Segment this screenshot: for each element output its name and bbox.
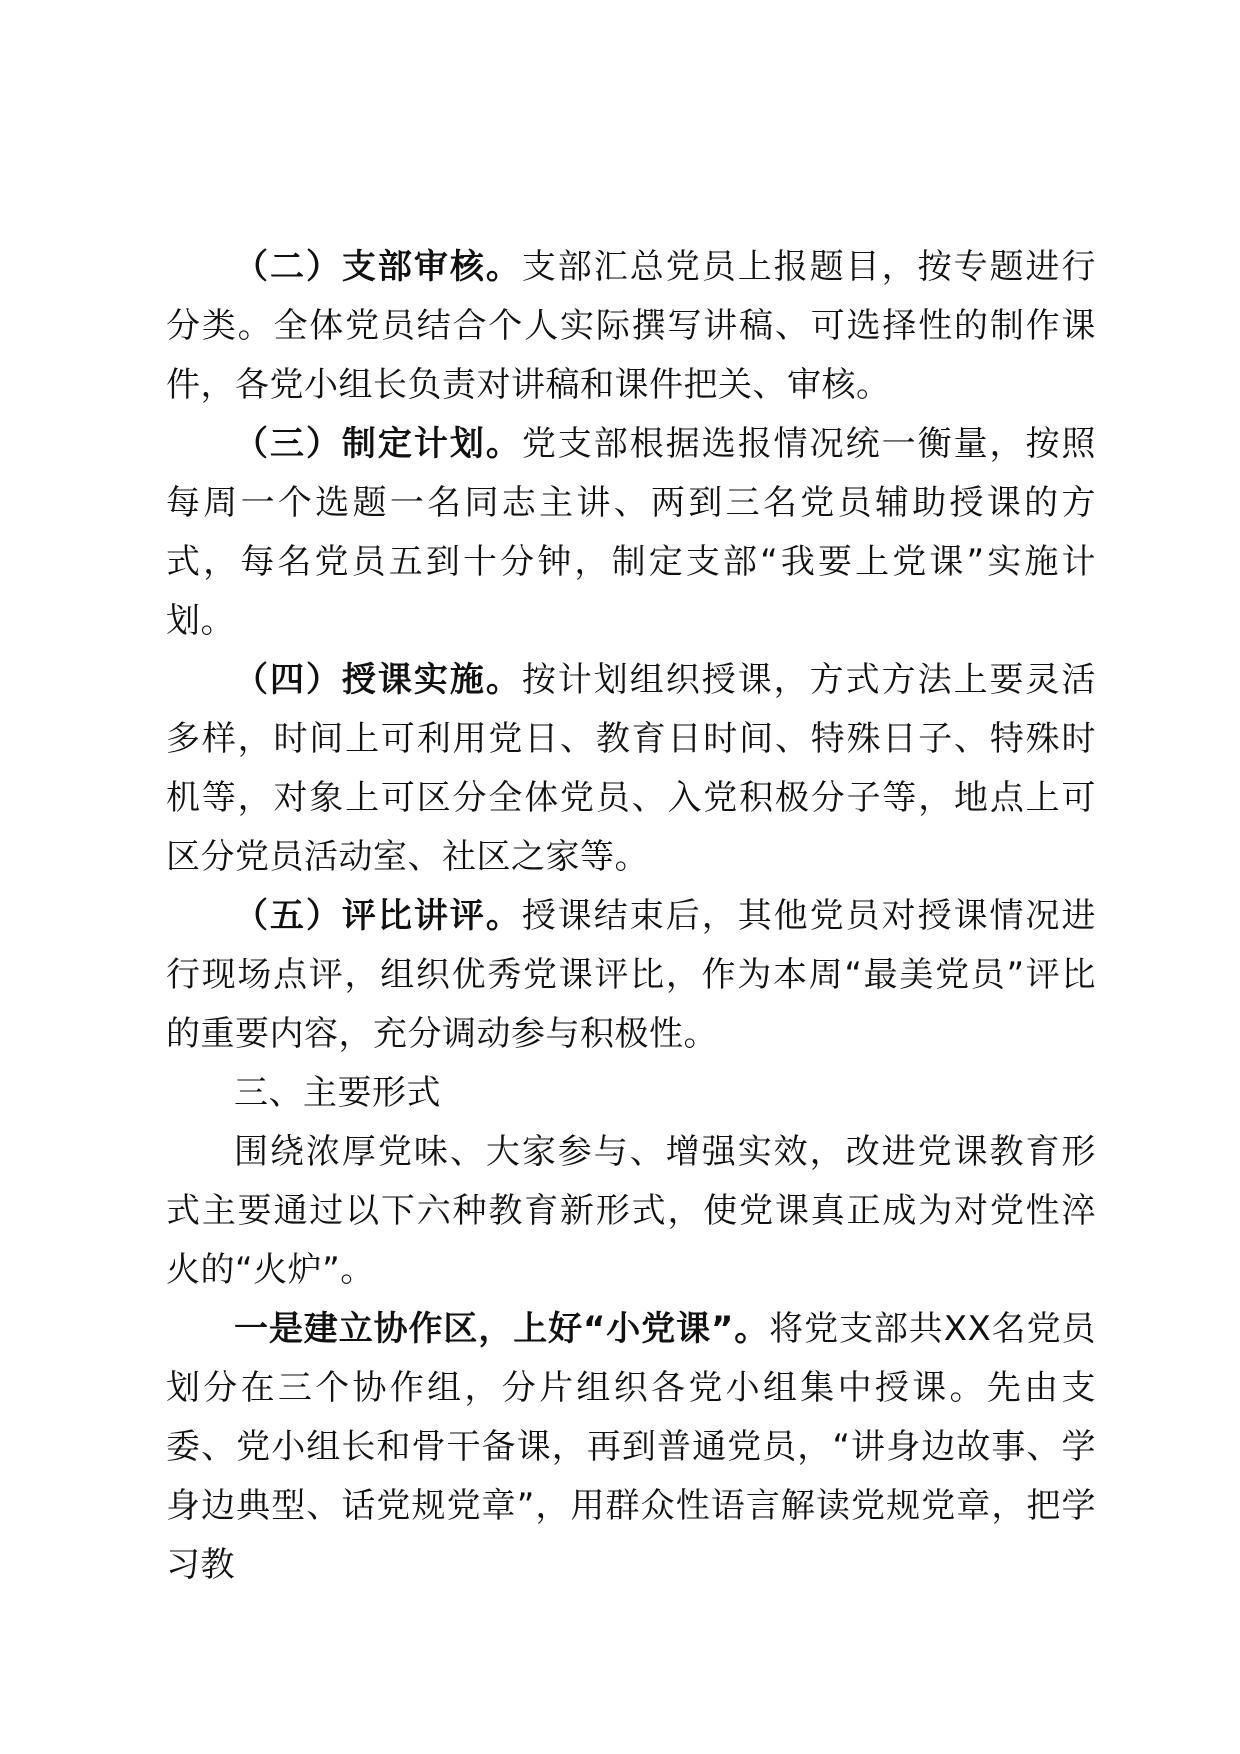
- paragraph-item-one: [166, 1300, 1096, 1595]
- intro-paragraph: 围绕浓厚党味、大家参与、增强实效，改进党课教育形式主要通过以下六种教育新形式，使党课真正成为对党性淬火的“火炉”。: [166, 1132, 1096, 1290]
- document-page: [166, 238, 1096, 1595]
- paragraph-text: 党支部根据选报情况统一衡量，按照每周一个选题一名同志主讲、两到三名党员辅助授课的方式，每名党员五到十分钟，制定支部“我要上党课”实施计划。: [166, 424, 1097, 641]
- paragraph-text: 将党支部共XX名党员划分在三个协作组，分片组织各党小组集中授课。先由支委、党小组长和骨干备课，再到普通党员，“讲身边故事、学身边典型、话党规党章”，用群众性语言解读党规党章，把学习教: [166, 1309, 1096, 1585]
- paragraph-teaching-implementation: [166, 651, 1096, 887]
- paragraph-branch-review: [166, 238, 1096, 415]
- paragraph-make-plan: [166, 415, 1096, 651]
- paragraph-lead: （二）支部审核。: [234, 247, 522, 287]
- paragraph-lead: （五）评比讲评。: [234, 896, 522, 936]
- paragraph-text: 授课结束后，其他党员对授课情况进行现场点评，组织优秀党课评比，作为本周“最美党员”评比的重要内容，充分调动参与积极性。: [166, 896, 1097, 1054]
- paragraph-lead: （四）授课实施。: [234, 660, 522, 700]
- paragraph-text: 按计划组织授课，方式方法上要灵活多样，时间上可利用党日、教育日时间、特殊日子、特殊时机等，对象上可区分全体党员、入党积极分子等，地点上可区分党员活动室、社区之家等。: [166, 660, 1097, 877]
- paragraph-evaluation: [166, 887, 1096, 1064]
- paragraph-lead: （三）制定计划。: [234, 424, 522, 464]
- section-heading: 三、主要形式: [234, 1073, 441, 1113]
- paragraph-text: 支部汇总党员上报题目，按专题进行分类。全体党员结合个人实际撰写讲稿、可选择性的制作课件，各党小组长负责对讲稿和课件把关、审核。: [166, 247, 1097, 405]
- paragraph-lead: 一是建立协作区，上好“小党课”。: [234, 1309, 770, 1349]
